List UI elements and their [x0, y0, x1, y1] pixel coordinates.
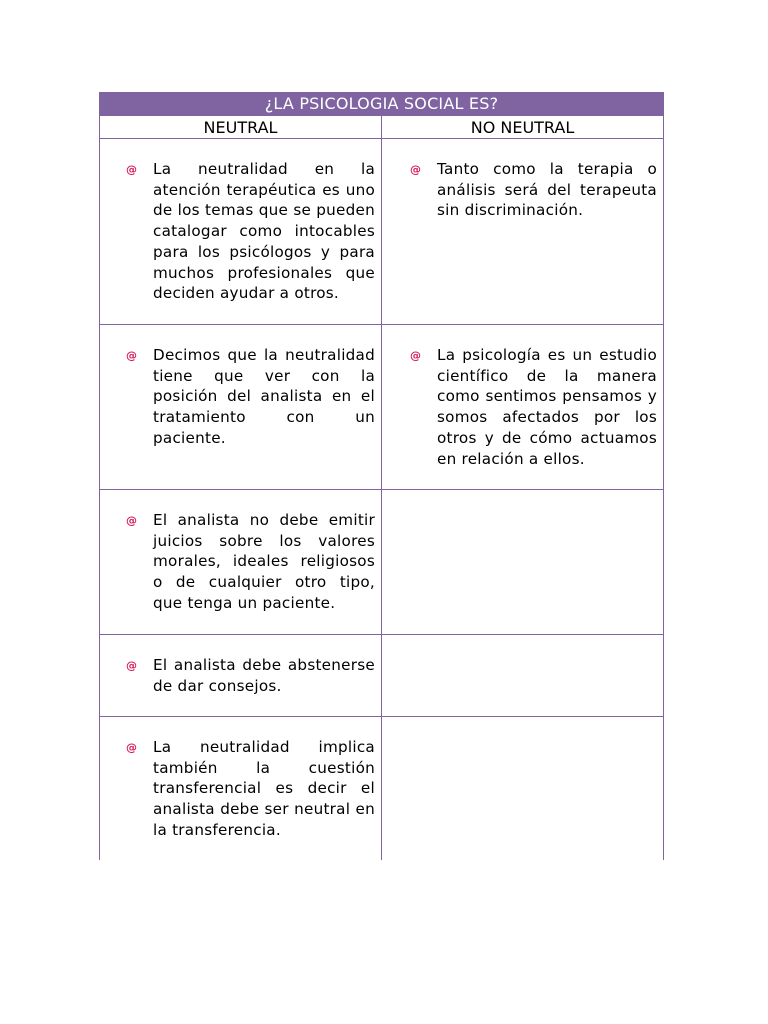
swirl-bullet-icon: @: [126, 163, 137, 176]
list-item: [382, 139, 663, 221]
table-row: [100, 717, 664, 861]
no-neutral-cell: [382, 325, 664, 490]
swirl-bullet-icon: @: [126, 741, 137, 754]
neutral-text: El analista debe abstenerse de dar consejos.: [153, 656, 375, 695]
list-item: [100, 490, 381, 614]
list-item: [382, 325, 663, 469]
neutral-cell: [100, 490, 382, 635]
header-neutral: NEUTRAL: [100, 116, 382, 139]
table-title: ¿LA PSICOLOGIA SOCIAL ES?: [100, 93, 664, 116]
list-item: [100, 717, 381, 841]
list-item: [100, 635, 381, 696]
neutral-cell: [100, 717, 382, 861]
swirl-bullet-icon: @: [126, 514, 137, 527]
neutral-text: El analista no debe emitir juicios sobre los valores morales, ideales religiosos o de cualquier otro tipo, que tenga un paciente.: [153, 511, 375, 612]
neutral-text: La neutralidad en la atención terapéutica es uno de los temas que se pueden catalogar como intocables para los psicólogos y para muchos profesionales que deciden ayudar a otros.: [153, 160, 375, 303]
table-row: [100, 139, 664, 325]
neutral-cell: [100, 325, 382, 490]
swirl-bullet-icon: @: [410, 163, 421, 176]
neutral-text: Decimos que la neutralidad tiene que ver con la posición del analista en el tratamiento con un paciente.: [153, 346, 375, 447]
no-neutral-cell-empty: [382, 635, 664, 717]
no-neutral-cell-empty: [382, 717, 664, 861]
swirl-bullet-icon: @: [126, 659, 137, 672]
neutral-text: La neutralidad implica también la cuestión transferencial es decir el analista debe ser neutral en la transferencia.: [153, 738, 375, 839]
table-row: [100, 325, 664, 490]
list-item: [100, 139, 381, 304]
comparison-table: [99, 92, 664, 860]
no-neutral-text: Tanto como la terapia o análisis será del terapeuta sin discriminación.: [437, 160, 657, 220]
no-neutral-cell: [382, 139, 664, 325]
swirl-bullet-icon: @: [410, 349, 421, 362]
header-row: [100, 116, 664, 139]
table-row: [100, 635, 664, 717]
neutral-cell: [100, 139, 382, 325]
table-row: [100, 490, 664, 635]
neutral-cell: [100, 635, 382, 717]
title-row: [100, 93, 664, 116]
swirl-bullet-icon: @: [126, 349, 137, 362]
no-neutral-text: La psicología es un estudio científico de la manera como sentimos pensamos y somos afectados por los otros y de cómo actuamos en relación a ellos.: [437, 346, 657, 468]
no-neutral-cell-empty: [382, 490, 664, 635]
header-no-neutral: NO NEUTRAL: [382, 116, 664, 139]
list-item: [100, 325, 381, 449]
